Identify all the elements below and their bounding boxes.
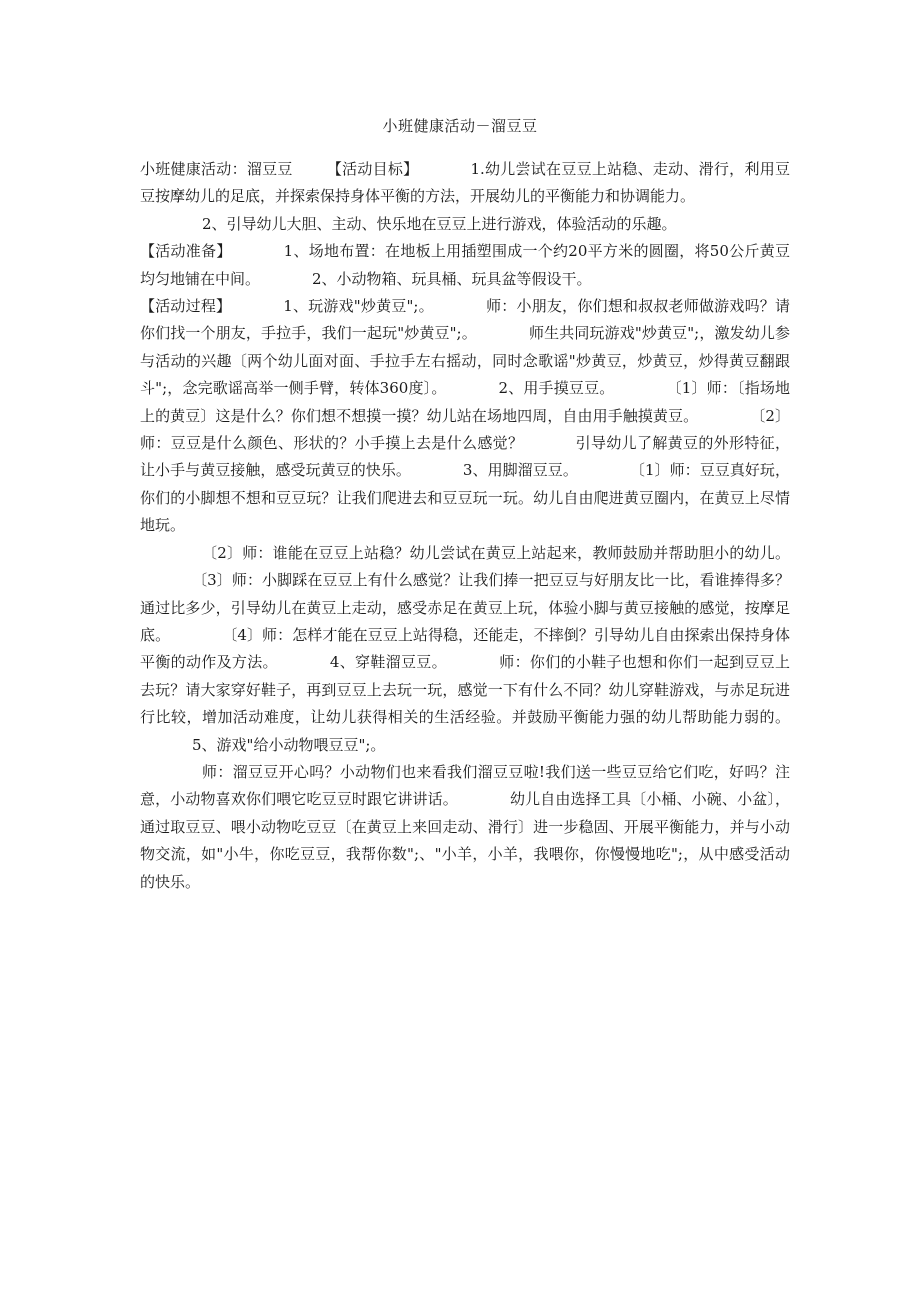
process-step-3-title: 3、用脚溜豆豆。: [462, 461, 578, 480]
process-step-1-game: 师生共同玩游戏"炒黄豆";，激发幼儿参与活动的兴趣〔两个幼儿面对面、手拉手左右摇动，同时念歌谣"炒黄豆，炒黄豆，炒得黄豆翻跟斗";，念完歌谣高举一侧手臂，转体360度〕。: [140, 324, 791, 398]
process-step-3-q4: 〔4〕师：怎样才能在豆豆上站得稳，还能走，不摔倒？引导幼儿自由探索出保持身体平衡的动作及方法。: [140, 625, 790, 672]
objective-2: 2、引导幼儿大胆、主动、快乐地在豆豆上进行游戏，体验活动的乐趣。: [202, 214, 677, 233]
activity-name: 小班健康活动：溜豆豆: [140, 160, 293, 178]
process-step-3-q1: 〔1〕师：豆豆真好玩，你们的小脚想不想和豆豆玩？让我们爬进去和豆豆玩一玩。幼儿自由爬进黄豆圈内，在黄豆上尽情地玩。: [140, 461, 790, 535]
preparation-2: 2、小动物箱、玩具桶、玩具盆等假设干。: [312, 269, 592, 288]
paragraph-objectives: [140, 156, 790, 211]
process-step-1-teacher: 师：小朋友，你们想和叔叔老师做游戏吗？请你们找一个朋友，手拉手，我们一起玩"炒黄豆";。: [140, 297, 790, 343]
preparation-heading: 【活动准备】: [140, 242, 232, 261]
process-step-2-q2: 〔2〕师：豆豆是什么颜色、形状的？小手摸上去是什么感觉？: [140, 406, 790, 453]
process-step-2-guide: 引导幼儿了解黄豆的外形特征，让小手与黄豆接触，感受玩黄豆的快乐。: [140, 434, 790, 480]
objectives-heading: 【活动目标】: [326, 160, 419, 178]
paragraph-process: [140, 293, 790, 540]
process-step-3-q3: 〔3〕师：小脚踩在豆豆上有什么感觉？让我们捧一把豆豆与好朋友比一比，看谁捧得多？通过比多少，引导幼儿在黄豆上走动，感受赤足在黄豆上玩，体验小脚与黄豆接触的感觉，按摩足底。: [140, 571, 790, 644]
process-step-3-q2: 〔2〕师：谁能在豆豆上站稳？幼儿尝试在黄豆上站起来，教师鼓励并帮助胆小的幼儿。: [202, 543, 790, 562]
process-step-4-body: 师：你们的小鞋子也想和你们一起到豆豆上去玩？请大家穿好鞋子，再到豆豆上去玩一玩，感觉一下有什么不同？幼儿穿鞋游戏，与赤足玩进行比较，增加活动难度，让幼儿获得相关的生活经验。并鼓励平衡能力强的幼儿帮助能力弱的。: [140, 653, 790, 727]
preparation-1: 1、场地布置：在地板上用插塑围成一个约20平方米的圆圈，将50公斤黄豆均匀地铺在中间。: [140, 242, 790, 288]
process-step-2-title: 2、用手摸豆豆。: [498, 379, 615, 398]
process-step-5-teacher: 师：溜豆豆开心吗？小动物们也来看我们溜豆豆啦!我们送一些豆豆给它们吃，好吗？注意，小动物喜欢你们喂它吃豆豆时跟它讲讲话。: [140, 762, 790, 809]
objective-1: 1.幼儿尝试在豆豆上站稳、走动、滑行，利用豆豆按摩幼儿的足底，并探索保持身体平衡的方法，开展幼儿的平衡能力和协调能力。: [140, 160, 790, 206]
document-title: 小班健康活动－溜豆豆: [382, 117, 538, 135]
process-step-4-title: 4、穿鞋溜豆豆。: [329, 653, 447, 672]
paragraph-step-5: [140, 759, 790, 896]
document-body: [140, 156, 790, 896]
paragraph-step-3-continued: [140, 540, 790, 759]
process-step-2-q1: 〔1〕师：〔指场地上的黄豆〕这是什么？你们想不想摸一摸？幼儿站在场地四周，自由用手触摸黄豆。: [140, 379, 791, 425]
process-heading: 【活动过程】: [140, 297, 232, 316]
paragraph-objective-2: [140, 211, 790, 238]
process-step-1-title: 1、玩游戏"炒黄豆";。: [283, 297, 434, 316]
paragraph-preparation: [140, 238, 790, 293]
process-step-5-title: 5、游戏"给小动物喂豆豆";。: [192, 735, 386, 754]
process-step-5-activity: 幼儿自由选择工具〔小桶、小碗、小盆〕，通过取豆豆、喂小动物吃豆豆〔在黄豆上来回走动、滑行〕进一步稳固、开展平衡能力，并与小动物交流，如"小牛，你吃豆豆，我帮你数";、"小羊，小羊，我喂你，你慢慢地吃";，从中感受活动的快乐。: [140, 790, 790, 891]
